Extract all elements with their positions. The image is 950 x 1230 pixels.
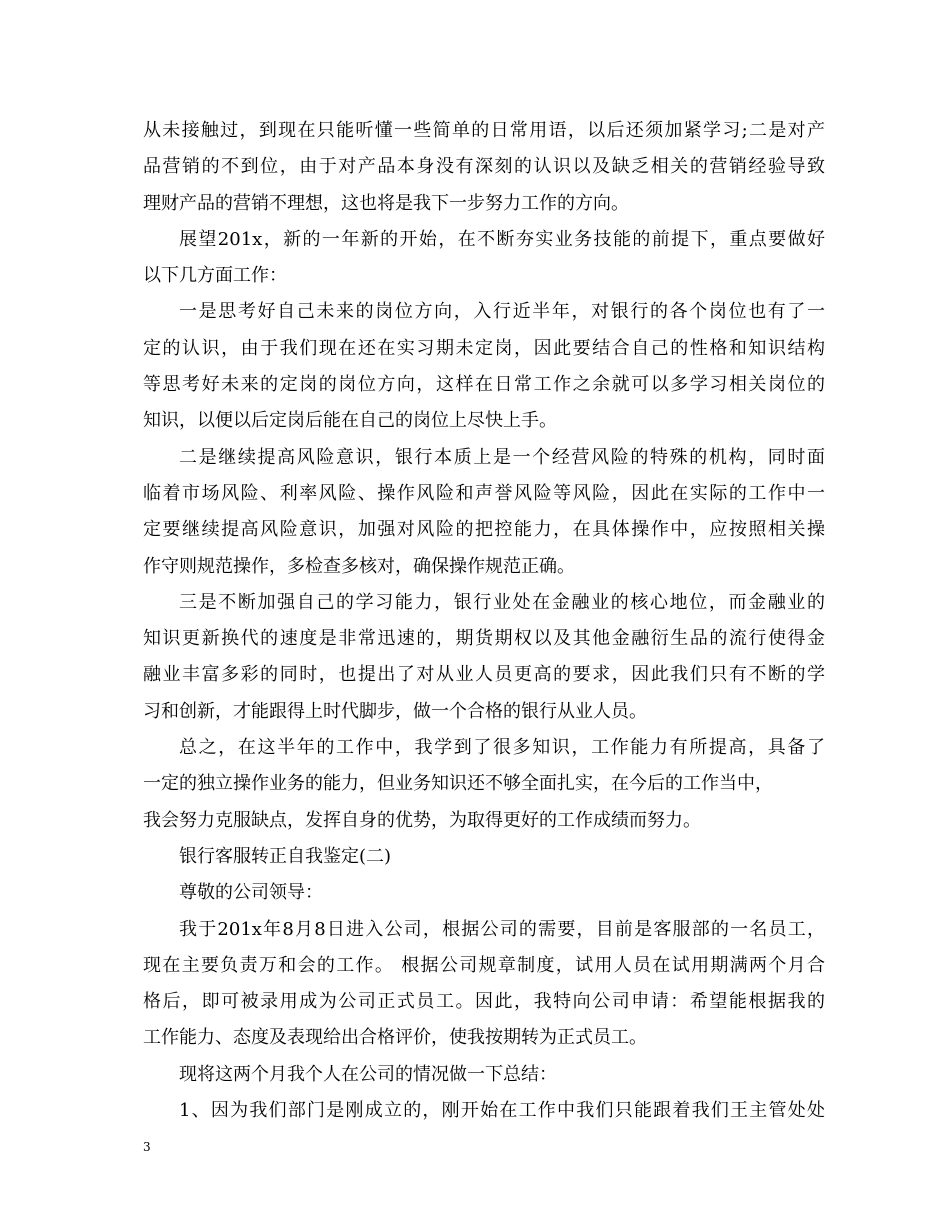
paragraph-start-line: 总之，在这半年的工作中，我学到了很多知识，工作能力有所提高，具备了 bbox=[179, 737, 825, 759]
text-line: 知识，以便以后定岗后能在自己的岗位上尽快上手。 bbox=[143, 410, 557, 432]
text-line: 临着市场风险、利率风险、操作风险和声誉风险等风险，因此在实际的工作中一 bbox=[143, 482, 825, 504]
section-heading: 银行客服转正自我鉴定(二) bbox=[179, 845, 392, 867]
paragraph-start-line: 1、因为我们部门是刚成立的，刚开始在工作中我们只能跟着我们王主管处处 bbox=[179, 1100, 825, 1122]
text-line: 理财产品的营销不理想，这也将是我下一步努力工作的方向。 bbox=[143, 192, 629, 214]
text-line: 作守则规范操作，多检查多核对，确保操作规范正确。 bbox=[143, 555, 575, 577]
text-line: 等思考好未来的定岗的岗位方向，这样在日常工作之余就可以多学习相关岗位的 bbox=[143, 374, 825, 396]
salutation: 尊敬的公司领导： bbox=[179, 882, 323, 904]
text-line: 以下几方面工作： bbox=[143, 265, 287, 287]
page-number: 3 bbox=[143, 1140, 151, 1154]
text-line: 我会努力克服缺点，发挥自身的优势，为取得更好的工作成绩而努力。 bbox=[143, 809, 701, 831]
text-line: 定的认识，由于我们现在还在实习期未定岗，因此要结合自己的性格和知识结构 bbox=[143, 337, 825, 359]
body-text bbox=[143, 113, 825, 1129]
text-line: 品营销的不到位，由于对产品本身没有深刻的认识以及缺乏相关的营销经验导致 bbox=[143, 156, 825, 178]
paragraph-start-line: 我于201x年8月8日进入公司，根据公司的需要，目前是客服部的一名员工， bbox=[179, 918, 825, 940]
text-line: 融业丰富多彩的同时，也提出了对从业人员更高的要求，因此我们只有不断的学 bbox=[143, 664, 825, 686]
text-line: 一定的独立操作业务的能力，但业务知识还不够全面扎实，在今后的工作当中， bbox=[143, 773, 773, 795]
paragraph-start-line: 展望201x，新的一年新的开始，在不断夯实业务技能的前提下，重点要做好 bbox=[179, 228, 825, 250]
text-line: 习和创新，才能跟得上时代脚步，做一个合格的银行从业人员。 bbox=[143, 700, 647, 722]
paragraph-start-line: 二是继续提高风险意识，银行本质上是一个经营风险的特殊的机构，同时面 bbox=[179, 446, 825, 468]
text-line: 现在主要负责万和会的工作。 根据公司规章制度，试用人员在试用期满两个月合 bbox=[143, 954, 825, 976]
paragraph-start-line: 一是思考好自己未来的岗位方向，入行近半年，对银行的各个岗位也有了一 bbox=[179, 301, 825, 323]
text-line: 工作能力、态度及表现给出合格评价，使我按期转为正式员工。 bbox=[143, 1027, 647, 1049]
paragraph-start-line: 现将这两个月我个人在公司的情况做一下总结： bbox=[179, 1063, 557, 1085]
text-line: 定要继续提高风险意识，加强对风险的把控能力，在具体操作中，应按照相关操 bbox=[143, 519, 825, 541]
text-line: 格后，即可被录用成为公司正式员工。因此，我特向公司申请：希望能根据我的 bbox=[143, 991, 825, 1013]
paragraph-start-line: 三是不断加强自己的学习能力，银行业处在金融业的核心地位，而金融业的 bbox=[179, 591, 825, 613]
text-line: 从未接触过，到现在只能听懂一些简单的日常用语，以后还须加紧学习;二是对产 bbox=[143, 120, 825, 141]
text-line: 知识更新换代的速度是非常迅速的，期货期权以及其他金融衍生品的流行使得金 bbox=[143, 628, 825, 650]
